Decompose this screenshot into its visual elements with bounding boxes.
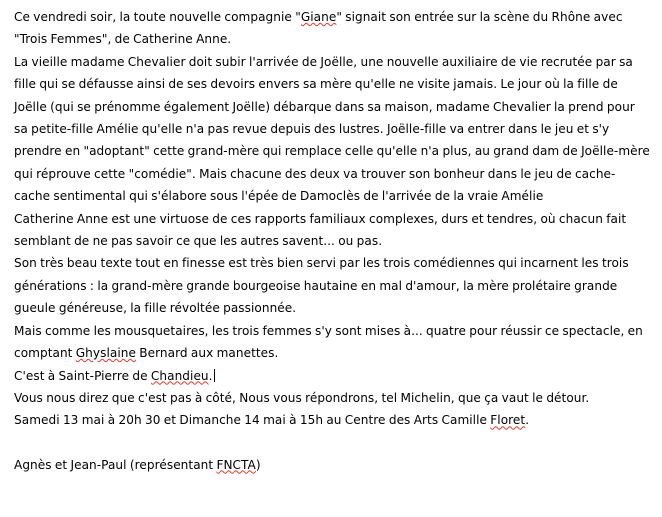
paragraph-5-text: Mais comme les mousquetaires, les trois femmes s'y sont mises à... quatre pour réussir ce spectacle, en comptant — [14, 323, 643, 361]
paragraph-6 — [14, 365, 650, 387]
paragraph-8-text-cont: . — [525, 413, 530, 428]
paragraph-2: La vieille madame Chevalier doit subir l'arrivée de Joëlle, une nouvelle auxiliaire de vie recrutée par sa fille qui se défausse ainsi de ses devoirs envers sa mère qu'elle ne visite jamais. Le jour où la fille de Joëlle (qui se prénomme également Joëlle) débarque dans sa maison, madame Chevalier la prend pour sa petite-fille Amélie qu'elle n'a pas revue depuis des lustres. Joëlle-fille va entrer dans le jeu et s'y prendre en "adoptant" cette grand-mère qui remplace celle qu'elle n'a plus, au grand dam de Joëlle-mère qui réprouve cette "comédie". Mais chacune des deux va trouver son bonheur dans le jeu de cache-cache sentimental qui s'élabore sous l'épée de Damoclès de l'arrivée de la vraie Amélie — [14, 54, 650, 204]
misspelled-word-ghyslaine: Ghyslaine — [75, 346, 136, 361]
paragraph-6-text-cont: . — [208, 368, 213, 383]
text-cursor — [214, 369, 215, 382]
paragraph-8-text: Samedi 13 mai à 20h 30 et Dimanche 14 mai à 15h au Centre des Arts Camille — [14, 413, 491, 428]
blank-line — [14, 432, 650, 454]
paragraph-7: Vous nous direz que c'est pas à côté, Nous vous répondrons, tel Michelin, que ça vaut le détour. — [14, 390, 590, 405]
misspelled-word-floret: Floret — [490, 413, 526, 428]
paragraph-1-text: Ce vendredi soir, la toute nouvelle compagnie " — [14, 10, 301, 24]
paragraph-8 — [14, 409, 650, 431]
paragraph-6-text: C'est à Saint-Pierre de — [14, 368, 151, 383]
paragraph-1-text-cont: " signait son entrée sur la scène du Rhône avec "Trois Femmes", de Catherine Anne. — [14, 10, 623, 47]
paragraph-3: Catherine Anne est une virtuose de ces rapports familiaux complexes, durs et tendres, où chacun fait semblant de ne pas savoir ce que les autres savent... ou pas. — [14, 211, 627, 249]
paragraph-4: Son très beau texte tout en finesse est très bien servi par les trois comédiennes qui incarnent les trois générations : la grand-mère grande bourgeoise hautaine en mal d'amour, la mère prolétaire grande gueule généreuse, la fille révoltée passionnée. — [14, 256, 629, 316]
paragraph-9-signature — [14, 454, 650, 476]
misspelled-word-giane: Giane — [300, 10, 337, 24]
paragraph-5-text-cont: Bernard aux manettes. — [135, 346, 279, 361]
misspelled-word-fncta: FNCTA — [216, 457, 256, 472]
misspelled-word-chandieu: Chandieu — [150, 368, 209, 383]
paragraph-1 — [14, 6, 650, 51]
signature-text-cont: ) — [255, 457, 261, 472]
paragraph-5 — [14, 320, 650, 365]
signature-text: Agnès et Jean-Paul (représentant — [14, 457, 217, 472]
